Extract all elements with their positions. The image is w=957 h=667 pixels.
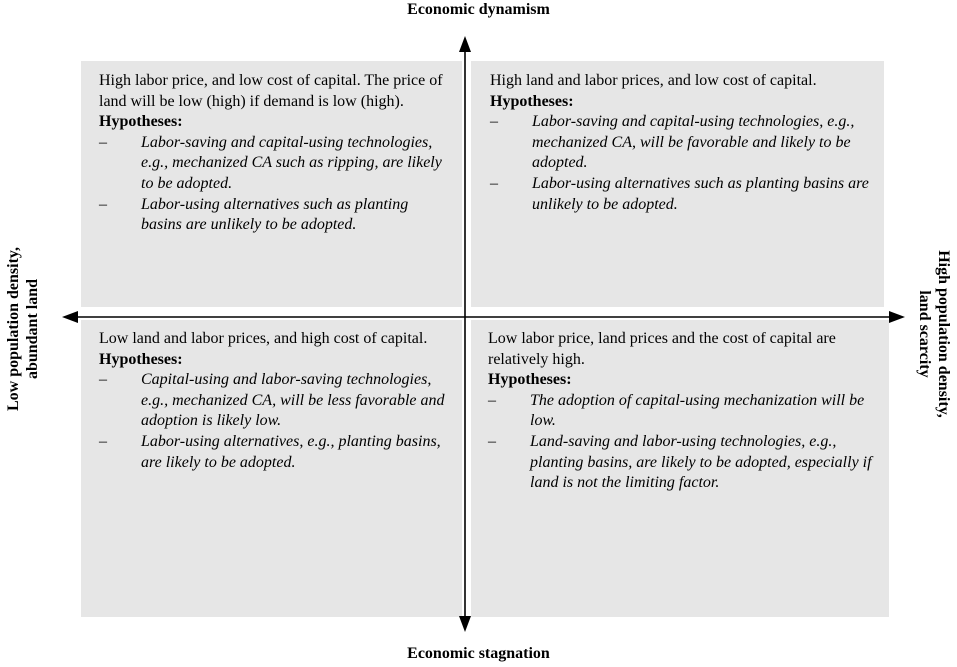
hypotheses-heading: Hypotheses: [488, 371, 572, 389]
axis-label-left-line1: Low population density, [5, 246, 22, 412]
dash-bullet: – [99, 432, 107, 450]
dash-bullet: – [99, 371, 107, 389]
hypothesis-text: Labor-saving and capital-using technologies, e.g., mechanized CA, will be favorable and likely to be adopted. [532, 113, 855, 172]
arrow-up-icon [459, 36, 471, 52]
hypothesis-text: Labor-using alternatives such as planting basins are unlikely to be adopted. [532, 174, 869, 213]
hypothesis-text: Labor-saving and capital-using technologies, e.g., mechanized CA such as ripping, are likely to be adopted. [141, 133, 442, 192]
quadrant-intro: High land and labor prices, and low cost of capital. [490, 72, 817, 89]
axis-label-right-line1: High population density, [935, 250, 952, 418]
axis-label-right-line2: land scarcity [916, 290, 933, 378]
dash-bullet: – [488, 432, 496, 450]
axis-label-left-line2: abundant land [24, 278, 41, 380]
hypotheses-heading: Hypotheses: [490, 92, 574, 110]
dash-bullet: – [99, 133, 107, 151]
axis-label-top: Economic dynamism [407, 1, 550, 18]
hypotheses-heading: Hypotheses: [99, 350, 183, 368]
arrow-down-icon [459, 616, 471, 632]
dash-bullet: – [490, 113, 498, 131]
arrow-right-icon [889, 311, 905, 323]
hypothesis-text: Labor-using alternatives such as planting basins are unlikely to be adopted. [141, 195, 409, 234]
arrow-left-icon [62, 311, 78, 323]
dash-bullet: – [488, 391, 496, 409]
dash-bullet: – [99, 195, 107, 213]
hypothesis-text: Labor-using alternatives, e.g., planting basins, are likely to be adopted. [141, 432, 441, 471]
quadrant-intro: High labor price, and low cost of capital. The price of land will be low (high) if demand is low (high). [99, 72, 443, 110]
hypothesis-text: The adoption of capital-using mechanization will be low. [530, 391, 865, 430]
hypotheses-heading: Hypotheses: [99, 113, 183, 131]
quadrant-intro: Low land and labor prices, and high cost of capital. [99, 330, 428, 347]
axis-label-bottom: Economic stagnation [407, 645, 550, 662]
quadrant-intro: Low labor price, land prices and the cost of capital are relatively high. [488, 330, 836, 368]
hypothesis-text: Capital-using and labor-saving technologies, e.g., mechanized CA, will be less favorable and adoption is likely low. [141, 371, 445, 430]
hypothesis-text: Land-saving and labor-using technologies, e.g., planting basins, are likely to be adopted, especially if land is not the limiting factor. [530, 432, 872, 492]
dash-bullet: – [490, 174, 498, 192]
